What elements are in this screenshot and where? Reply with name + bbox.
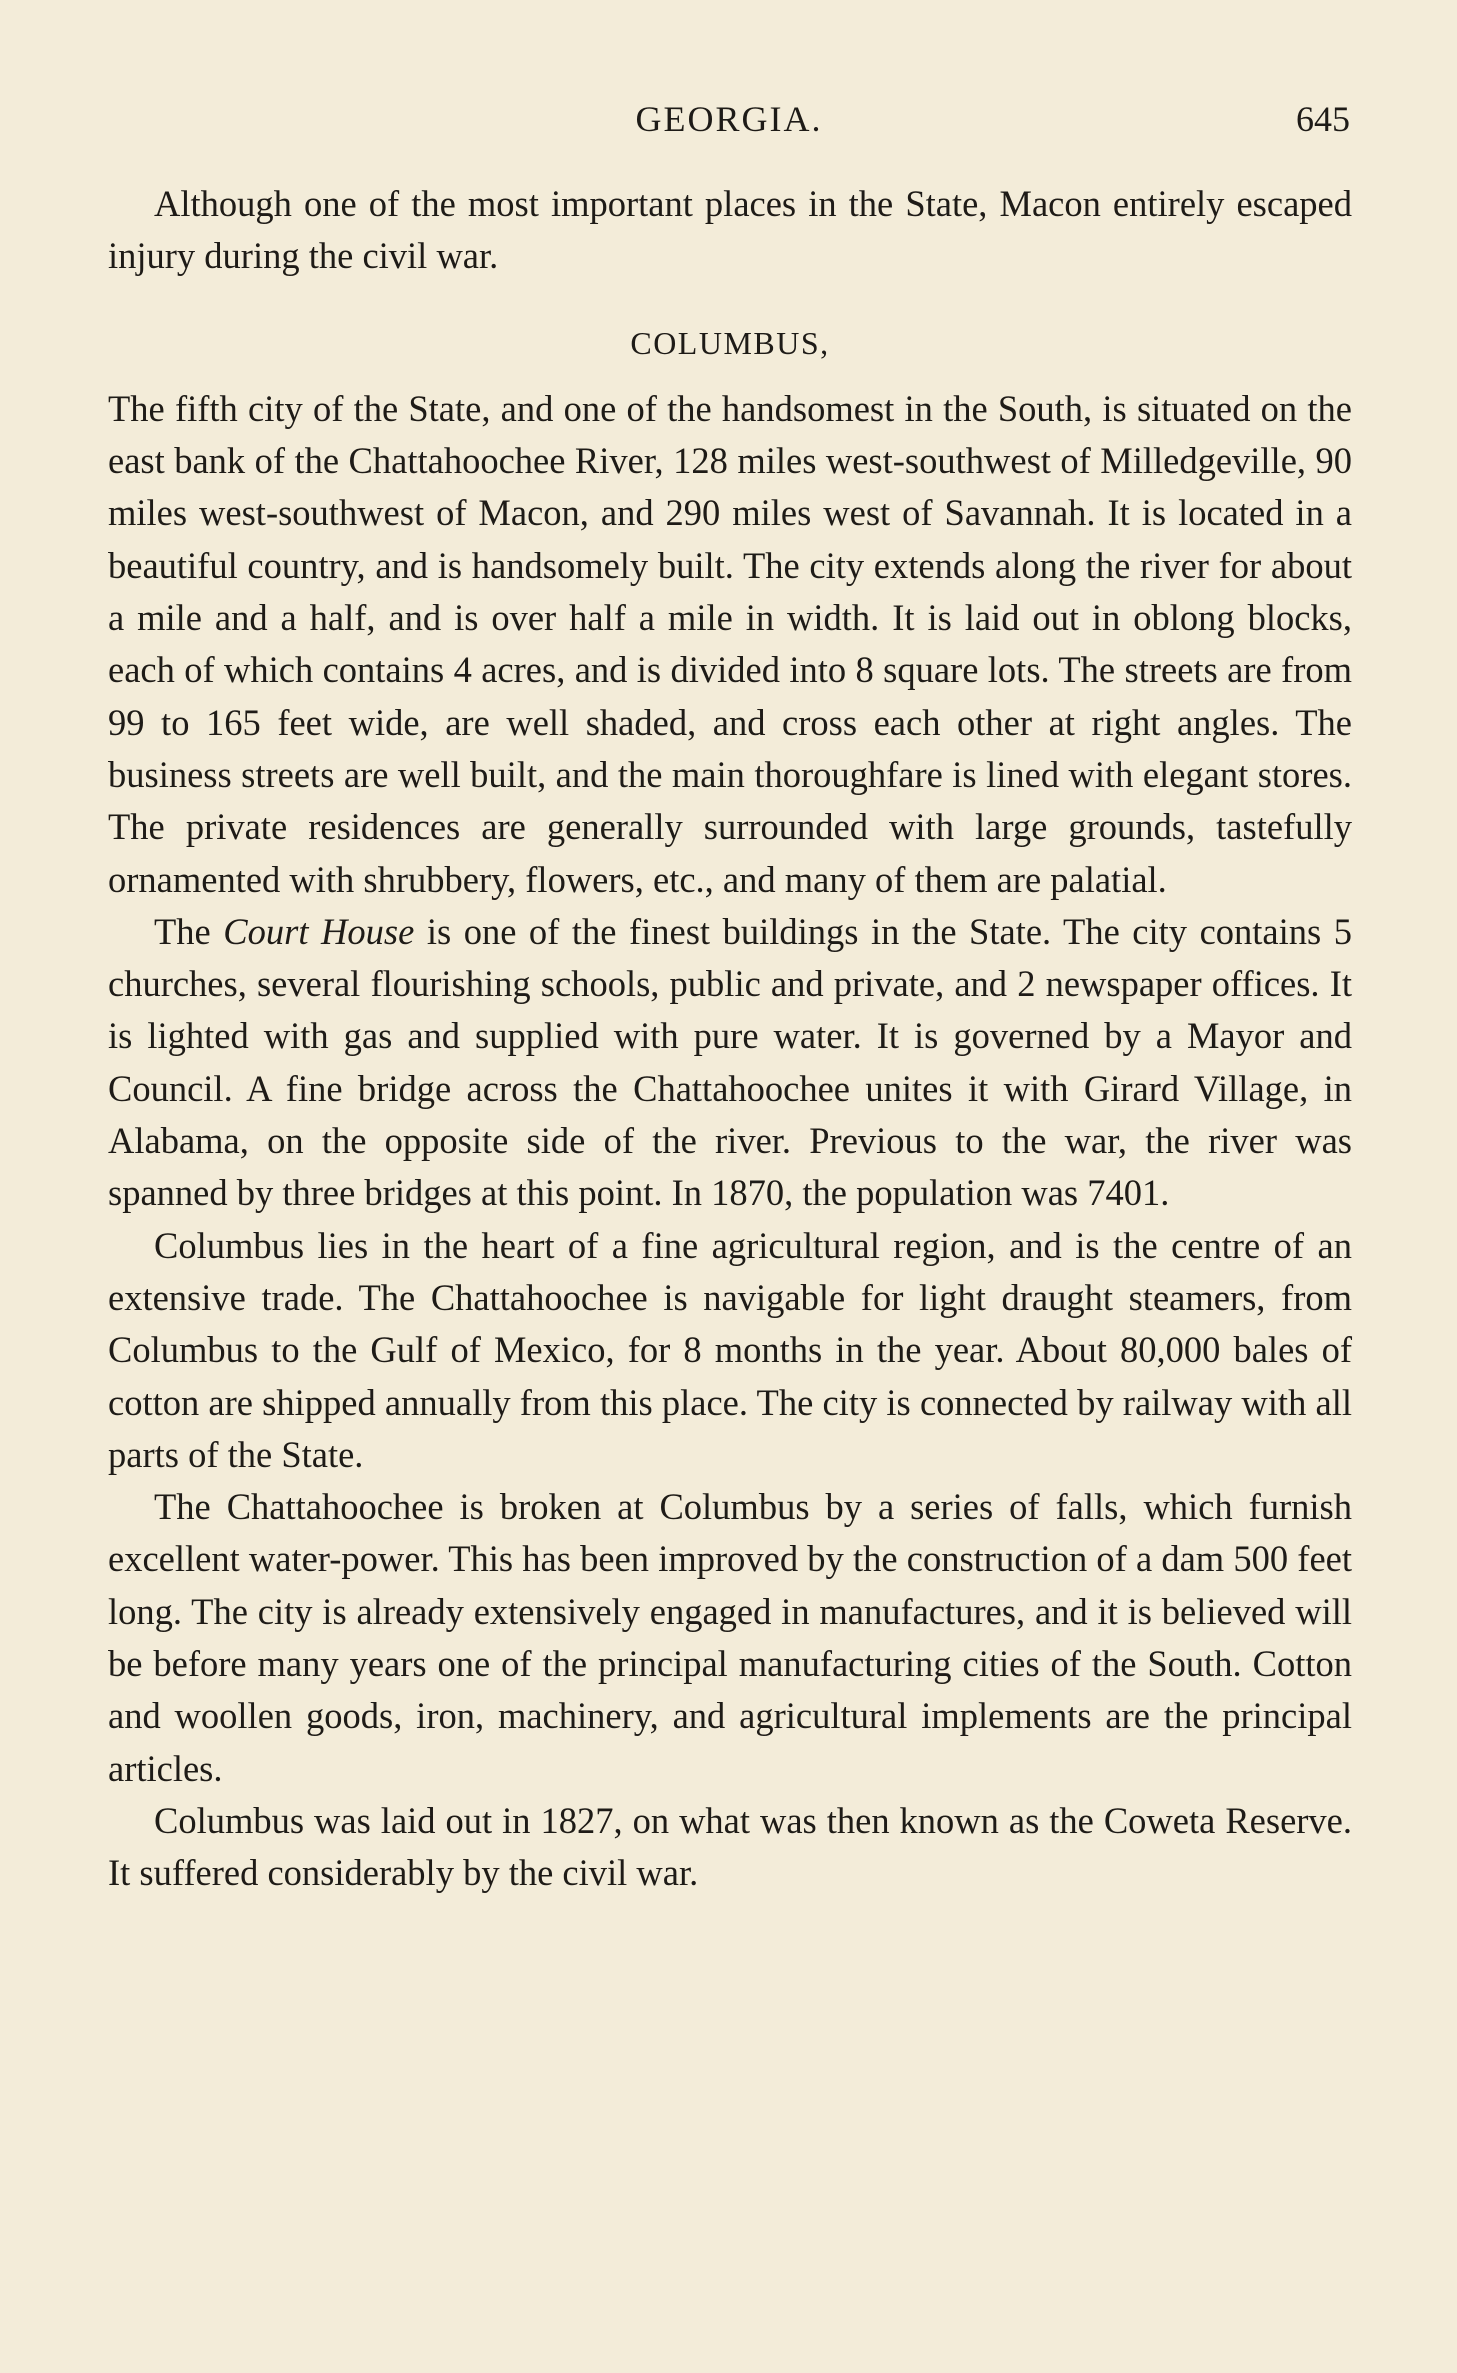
page-number: 645: [1296, 99, 1350, 139]
paragraph-history: Columbus was laid out in 1827, on what was then known as the Coweta Reserve. It suffered considerably by the civil war.: [108, 1799, 1352, 1894]
section-heading-columbus: COLUMBUS,: [630, 324, 830, 361]
paragraph-macon: Although one of the most important places in the State, Macon entirely escaped injury during the civil war.: [108, 183, 1352, 277]
paragraph-trade: Columbus lies in the heart of a fine agricultural region, and is the centre of an extensive trade. The Chattahoochee is navigable for light draught steamers, from Columbus to the Gulf of Mexico, for 8 months in the year. About 80,000 bales of cotton are shipped annually from this place. The city is connected by railway with all parts of the State.: [108, 1224, 1352, 1475]
running-head: GEORGIA.: [635, 99, 823, 139]
body-text: [108, 178, 1352, 1900]
court-house-italic: Court House: [223, 910, 415, 952]
paragraph-water-power: The Chattahoochee is broken at Columbus by a series of falls, which furnish excellent water-power. This has been improved by the construction of a dam 500 feet long. The city is already extensively engaged in manufactures, and it is believed will be before many years one of the principal manufacturing cities of the South. Cotton and woollen goods, iron, machinery, and agricultural implements are the principal articles.: [108, 1486, 1352, 1789]
court-house-rest: is one of the finest buildings in the State. The city contains 5 churches, several flourishing schools, public and private, and 2 newspaper offices. It is lighted with gas and supplied with pure water. It is governed by a Mayor and Council. A fine bridge across the Chattahoochee unites it with Girard Village, in Alabama, on the opposite side of the river. Previous to the war, the river was spanned by three bridges at this point. In 1870, the population was 7401.: [108, 910, 1352, 1214]
paragraph-columbus-description: The fifth city of the State, and one of the handsomest in the South, is situated on the east bank of the Chattahoochee River, 128 miles west-southwest of Milledgeville, 90 miles west-southwest of Macon, and 290 miles west of Savannah. It is located in a beautiful country, and is handsomely built. The city extends along the river for about a mile and a half, and is over half a mile in width. It is laid out in oblong blocks, each of which contains 4 acres, and is divided into 8 square lots. The streets are from 99 to 165 feet wide, are well shaded, and cross each other at right angles. The business streets are well built, and the main thoroughfare is lined with elegant stores. The private residences are generally surrounded with large grounds, tastefully ornamented with shrubbery, flowers, etc., and many of them are palatial.: [108, 387, 1352, 900]
court-house-lead: The: [154, 910, 224, 952]
paragraph-court-house: [108, 906, 1352, 1220]
page-header: [108, 98, 1350, 148]
